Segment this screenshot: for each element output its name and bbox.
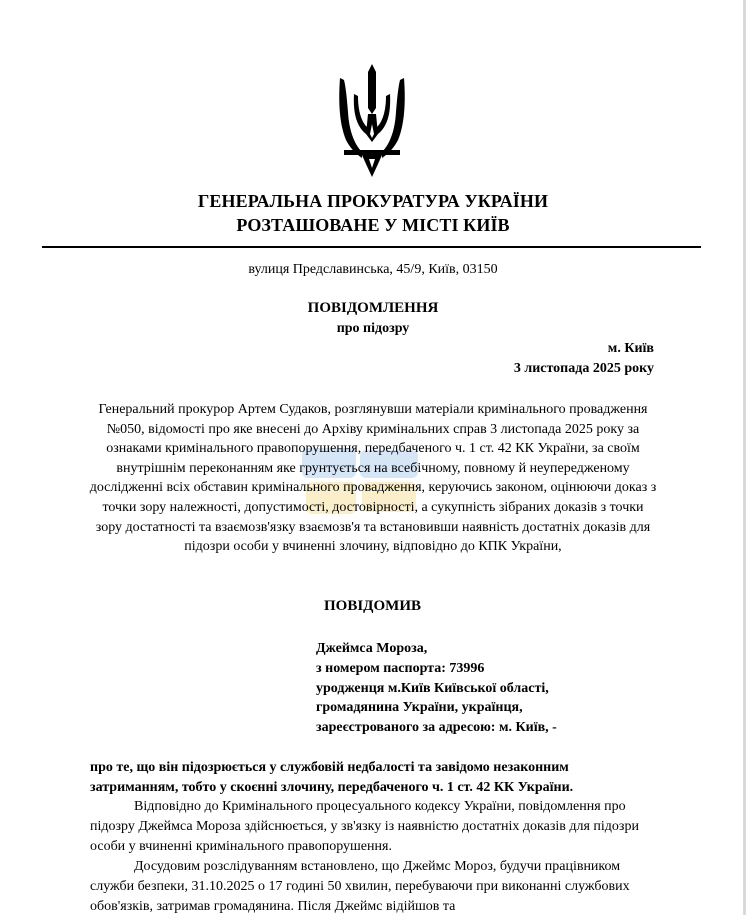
intro-paragraph: Генеральний прокурор Артем Судаков, розглянувши матеріали кримінального провадження №050, відомості про яке внесені до Архіву кримінальних справ 3 листопада 2025 року за ознаками кримінального правопорушення, передбаченого ч. 1 ст. 42 КК України, за своїм внутрішнім переконанням яке грунтується на всебічному, повному й неупередженому дослідженні всіх обставин кримінального провадження, керуючись законом, оцінюючи доказ з точки зору належності, допустимості, достовірності, а сукупність зібраних доказів з точки зору достатності та взаємозв'язку взаємозв'я та встановивши наявність достатніх доказів для підозри особи у вчиненні злочину, відповідно до КПК України, — [89, 402, 657, 555]
organization-location: РОЗТАШОВАНЕ У МІСТІ КИЇВ — [236, 215, 510, 235]
body-paragraph-text: Відповідно до Кримінального процесуального кодексу України, повідомлення про підозру Джеймса Мороза здійснюється, у зв'язку із наявністю достатніх доказів для підозри особи у вчиненні кримінального правопорушення. — [90, 799, 639, 854]
suspect-name: Джеймса Мороза, — [316, 641, 428, 656]
suspicion-statement: про те, що він підозрюється у службовій недбалості та завідомо незаконним затриманням, тобто у скоєнні злочину, передбаченого ч. 1 ст. 42 КК України. — [90, 760, 574, 795]
tryzub-emblem-icon — [336, 64, 408, 177]
document-title: ПОВІДОМЛЕННЯ — [307, 300, 439, 316]
organization-address: вулиця Предславинська, 45/9, Київ, 03150 — [248, 262, 498, 277]
header-divider — [42, 246, 701, 248]
body-paragraph — [90, 797, 660, 857]
suspect-registration: зареєстрованого за адресою: м. Київ, - — [316, 720, 557, 736]
body-paragraph-text: Досудовим розслідуванням встановлено, що Джеймс Мороз, будучи працівником служби безпеки, 31.10.2025 о 17 годині 50 хвилин, перебуваючи при виконанні службових обов'язків, затримав громадянина. Після Джеймс відійшов та — [90, 859, 630, 914]
document-date: 3 листопада 2025 року — [513, 361, 654, 376]
organization-name: ГЕНЕРАЛЬНА ПРОКУРАТУРА УКРАЇНИ — [197, 191, 549, 211]
suspect-details — [316, 639, 557, 738]
document-city: м. Київ — [607, 341, 654, 356]
body-paragraph — [90, 857, 660, 917]
notified-heading: ПОВІДОМИВ — [324, 598, 421, 614]
suspect-birthplace: уродженця м.Київ Київської області, — [316, 680, 549, 696]
document-subtitle: про підозру — [336, 321, 410, 336]
suspect-passport: з номером паспорта: 73996 — [316, 660, 485, 676]
suspect-citizenship: громадянина України, українця, — [316, 700, 523, 716]
